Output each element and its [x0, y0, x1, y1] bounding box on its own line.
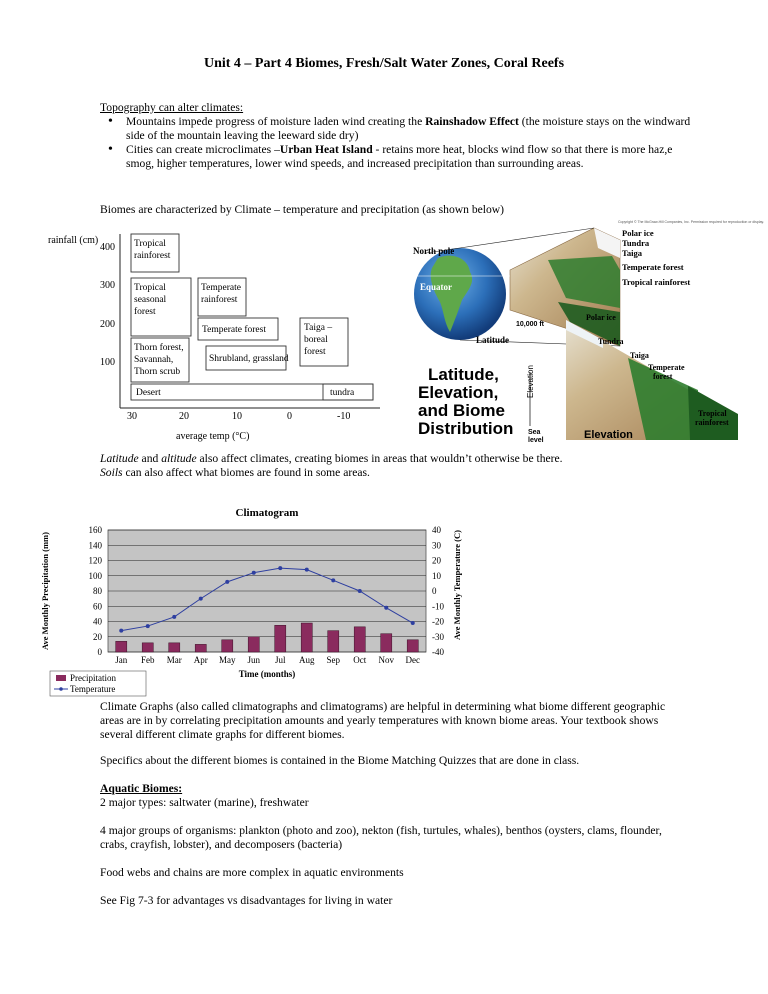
temperature-point [305, 568, 309, 572]
box-tropical-rainforest: Tropical rainforest [134, 239, 171, 261]
svg-text:Temperate: Temperate [648, 363, 685, 372]
svg-text:400: 400 [100, 242, 115, 253]
box-temperate-forest: Temperate forest [202, 325, 266, 335]
svg-text:Taiga: Taiga [630, 351, 649, 360]
y-tick-label: 140 [88, 540, 102, 551]
y-tick-label: 0 [97, 647, 102, 657]
box-desert: Desert [136, 388, 161, 398]
svg-text:Temperate forest: Temperate forest [622, 262, 684, 272]
precipitation-bar [381, 634, 392, 652]
svg-text:Polar ice: Polar ice [586, 313, 616, 322]
y2-tick-label: 20 [432, 555, 441, 566]
x-tick-label: Jun [247, 655, 261, 665]
equator-label: Equator [420, 282, 453, 292]
box-taiga: Taiga – boreal forest [304, 323, 333, 357]
climatogram-title: Climatogram [235, 507, 299, 519]
climatogram-chart [36, 502, 462, 698]
svg-text:Tundra: Tundra [622, 238, 650, 248]
biome-xlabel: average temp (°C) [176, 431, 250, 442]
svg-text:Tropical: Tropical [698, 409, 727, 418]
svg-text:0: 0 [287, 411, 292, 422]
x-tick-label: Nov [378, 655, 394, 665]
svg-text:Polar ice: Polar ice [622, 228, 654, 238]
ft-label: 10,000 ft [516, 321, 545, 328]
y2-tick-label: -20 [432, 616, 444, 627]
temperature-point [331, 578, 335, 582]
legend-precip-swatch [56, 675, 66, 681]
y2-tick-label: -30 [432, 631, 444, 642]
svg-text:30: 30 [127, 411, 137, 422]
y-tick-label: 80 [93, 586, 102, 596]
y-axis-label: Ave Monthly Precipitation (mm) [40, 532, 50, 650]
north-pole-label: North pole [413, 246, 455, 256]
precipitation-bar [142, 643, 153, 652]
precipitation-bar [328, 631, 339, 652]
elevation-axis-label: Elevation [526, 365, 535, 398]
x-tick-label: May [219, 655, 236, 665]
legend-temp-marker [59, 687, 63, 691]
top-band-labels [622, 228, 690, 287]
svg-text:Taiga: Taiga [622, 248, 643, 258]
svg-text:rainforest: rainforest [695, 418, 729, 427]
biome-climate-chart [28, 226, 388, 444]
precipitation-bar [407, 640, 418, 652]
temperature-point [172, 615, 176, 619]
aquatic-types: 2 major types: saltwater (marine), freshwater [100, 796, 309, 809]
y2-tick-label: 40 [432, 525, 441, 535]
temperature-point [411, 621, 415, 625]
precipitation-bar [248, 637, 259, 652]
aquatic-food-webs: Food webs and chains are more complex in aquatic environments [100, 866, 404, 879]
temperature-point [225, 580, 229, 584]
elevation-label: Elevation [584, 429, 633, 441]
topography-heading: Topography can alter climates: [100, 101, 244, 114]
specifics-paragraph: Specifics about the different biomes is contained in the Biome Matching Quizzes that are done in class. [100, 754, 580, 767]
diagram-title: Latitude, Elevation, and Biome Distribution [418, 365, 514, 438]
x-tick-label: Dec [405, 655, 420, 665]
svg-text:200: 200 [100, 319, 115, 330]
x-tick-label: Jan [115, 655, 128, 665]
aquatic-heading: Aquatic Biomes: [100, 782, 183, 795]
aquatic-section [100, 782, 666, 908]
y2-tick-label: 10 [432, 570, 441, 581]
svg-text:Tundra: Tundra [598, 337, 624, 346]
page-title: Unit 4 – Part 4 Biomes, Fresh/Salt Water Zones, Coral Reefs [203, 56, 565, 71]
precipitation-bar [301, 623, 312, 652]
urban-heat-bullet: • Cities can create microclimates –Urban Heat Island - retains more heat, blocks wind flow so that there is more haz,e smog, higher temperatures, lower wind speeds, and increased precipitation than surrounding areas. [100, 143, 700, 171]
svg-text:300: 300 [100, 280, 115, 291]
box-shrubland: Shrubland, grassland [209, 354, 289, 364]
biomes-intro: Biomes are characterized by Climate – temperature and precipitation (as shown below) [100, 203, 505, 216]
box-tropical-seasonal: Tropical seasonal forest [134, 283, 167, 317]
svg-text:-10: -10 [337, 411, 351, 422]
y-tick-label: 40 [93, 616, 102, 627]
biome-yticks [100, 242, 115, 368]
precipitation-bar [354, 627, 365, 652]
aquatic-fig-note: See Fig 7-3 for advantages vs disadvantages for living in water [100, 894, 393, 907]
x-tick-label: Mar [166, 655, 182, 665]
aquatic-groups: 4 major groups of organisms: plankton (photo and zoo), nekton (fish, turtules, whales), benthos (oysters, clams, flounder, crabs, crayfish, lobster), and decomposers (bacteria) [100, 824, 662, 851]
y-tick-label: 20 [93, 631, 102, 642]
biome-xticks [127, 411, 350, 422]
box-tundra: tundra [330, 388, 355, 398]
y2-tick-label: -40 [432, 647, 444, 657]
svg-text:20: 20 [179, 411, 189, 422]
x-tick-label: Aug [299, 655, 315, 665]
temperature-point [146, 624, 150, 628]
latitude-label: Latitude [476, 335, 510, 345]
sea-level-label: Sea level [528, 429, 544, 444]
box-temperate-rainforest: Temperate rainforest [201, 283, 241, 305]
svg-text:100: 100 [100, 357, 115, 368]
y2-axis-label: Ave Monthly Temperature (C) [452, 530, 462, 640]
svg-text:Tropical rainforest: Tropical rainforest [622, 277, 691, 287]
x-tick-label: Apr [193, 655, 208, 665]
temperature-point [358, 589, 362, 593]
rainshadow-bullet: • Mountains impede progress of moisture laden wind creating the Rainshadow Effect (the moisture stays on the windward side of the mountain leaving the leeward side dry) [100, 115, 700, 143]
precipitation-bar [222, 640, 233, 652]
x-axis-label: Time (months) [238, 669, 296, 679]
x-tick-label: Oct [353, 655, 367, 665]
y-tick-label: 60 [93, 601, 102, 612]
y-tick-label: 100 [88, 570, 102, 581]
biome-ylabel: rainfall (cm) [48, 235, 99, 246]
latitude-elevation-diagram [398, 218, 765, 448]
svg-text:forest: forest [653, 372, 673, 381]
y2-tick-label: 0 [432, 586, 437, 596]
precipitation-bar [275, 625, 286, 652]
latitude-paragraph: Latitude and altitude also affect climates, creating biomes in areas that wouldn’t otherwise be there. Soils can also affect what biomes are found in some areas. [100, 452, 563, 479]
climate-graphs-paragraph: Climate Graphs (also called climatographs and climatograms) are helpful in determining what biome different geographic areas are in by correlating precipitation amounts and yearly temperatures with known biome areas. Your textbook shows several different climate graphs for different biomes. [100, 700, 666, 741]
copyright-note: Copyright © The McGraw-Hill Companies, Inc. Permission required for reproduction or display. [618, 220, 765, 224]
topography-section [100, 101, 700, 171]
legend-precip-label: Precipitation [70, 673, 116, 683]
y-tick-label: 120 [88, 555, 102, 566]
y2-tick-label: 30 [432, 540, 441, 551]
precipitation-bar [116, 641, 127, 652]
temperature-point [119, 629, 123, 633]
x-tick-label: Jul [274, 655, 286, 665]
temperature-point [199, 597, 203, 601]
box-thorn-forest: Thorn forest, Savannah, Thorn scrub [134, 343, 184, 377]
temperature-point [278, 566, 282, 570]
temperature-point [384, 606, 388, 610]
y2-tick-label: -10 [432, 601, 444, 612]
precipitation-bar [195, 644, 206, 652]
precipitation-bar [169, 643, 180, 652]
y-tick-label: 160 [88, 525, 102, 535]
x-tick-label: Sep [326, 655, 340, 665]
legend-temp-label: Temperature [70, 684, 116, 694]
x-tick-label: Feb [141, 655, 155, 665]
svg-text:10: 10 [232, 411, 242, 422]
temperature-point [252, 571, 256, 575]
